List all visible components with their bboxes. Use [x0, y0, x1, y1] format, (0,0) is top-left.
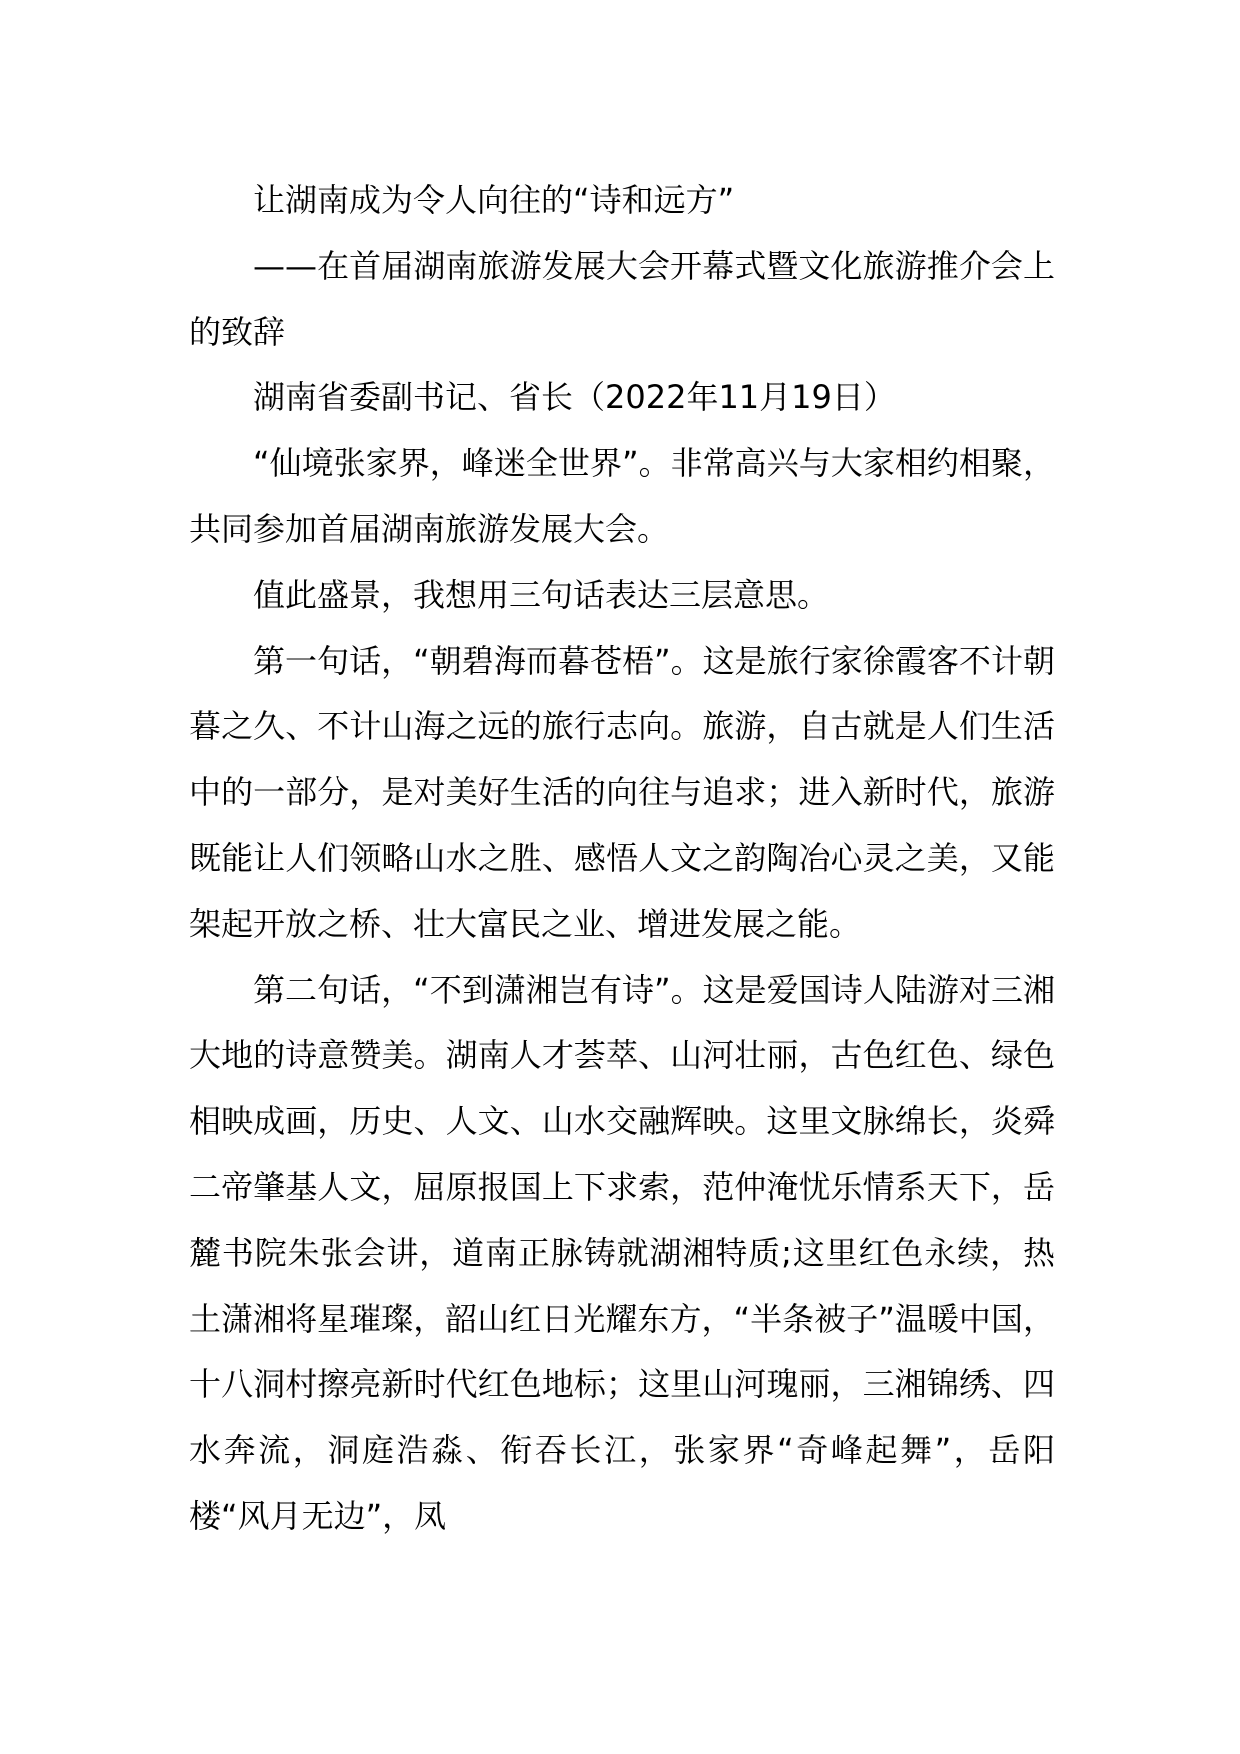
speech-body	[189, 168, 1055, 1550]
document-byline: 湖南省委副书记、省长（2022年11月19日）	[253, 378, 896, 417]
document-title: 让湖南成为令人向往的“诗和远方”	[253, 181, 735, 219]
paragraph-opening: “仙境张家界，峰迷全世界”。非常高兴与大家相约相聚，共同参加首届湖南旅游发展大会。	[189, 444, 1055, 548]
document-subtitle: ——在首届湖南旅游发展大会开幕式暨文化旅游推介会上的致辞	[189, 246, 1055, 351]
paragraph-first-point: 第一句话，“朝碧海而暮苍梧”。这是旅行家徐霞客不计朝暮之久、不计山海之远的旅行志向。旅游，自古就是人们生活中的一部分，是对美好生活的向往与追求；进入新时代，旅游既能让人们领略山水之胜、感悟人文之韵陶冶心灵之美，又能架起开放之桥、壮大富民之业、增进发展之能。	[189, 641, 1055, 943]
paragraph-second-point: 第二句话，“不到潇湘岂有诗”。这是爱国诗人陆游对三湘大地的诗意赞美。湖南人才荟萃、山河壮丽，古色红色、绿色相映成画，历史、人文、山水交融辉映。这里文脉绵长，炎舜二帝肇基人文，屈原报国上下求索，范仲淹忧乐情系天下，岳麓书院朱张会讲，道南正脉铸就湖湘特质;这里红色永续，热土潇湘将星璀璨，韶山红日光耀东方，“半条被子”温暖中国，十八洞村擦亮新时代红色地标；这里山河瑰丽，三湘锦绣、四水奔流，洞庭浩淼、衔吞长江，张家界“奇峰起舞”，岳阳楼“风月无边”，凤	[189, 970, 1055, 1535]
paragraph-intro: 值此盛景，我想用三句话表达三层意思。	[253, 575, 830, 614]
